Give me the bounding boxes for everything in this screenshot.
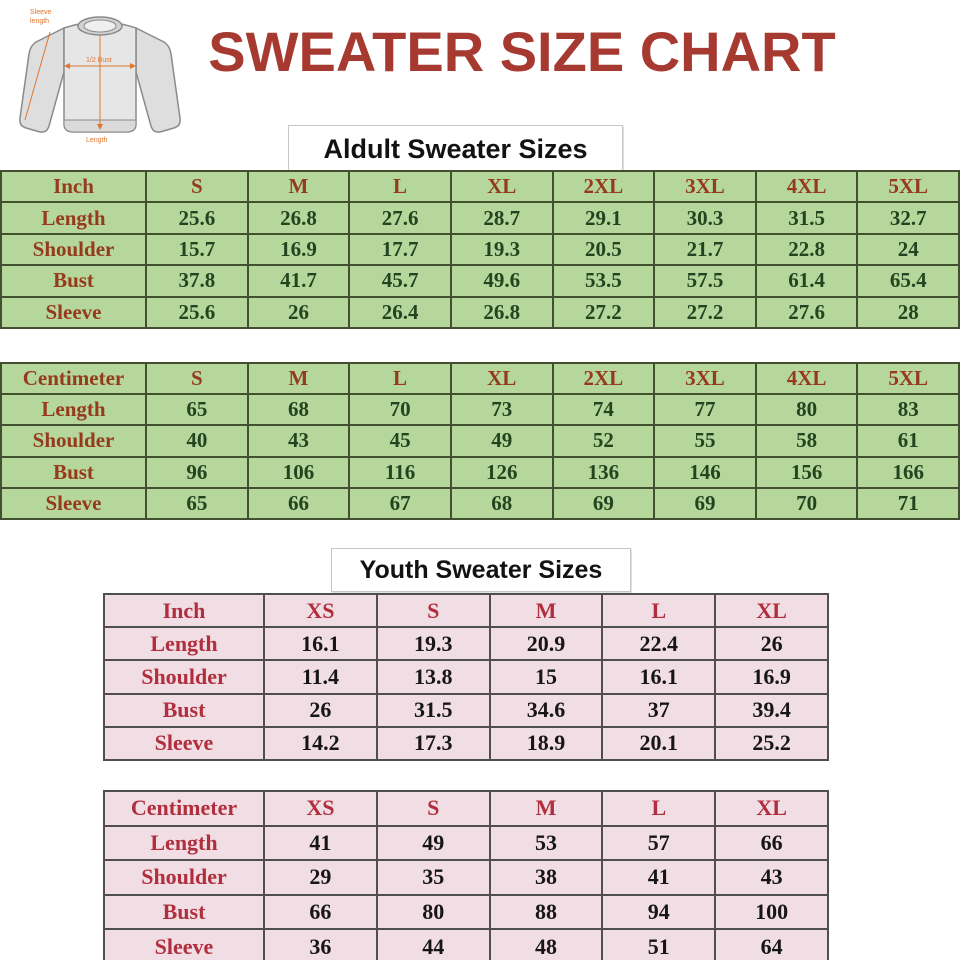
value-cell: 44	[377, 929, 490, 960]
measure-row	[1, 457, 959, 488]
measure-row	[104, 895, 828, 930]
size-header-cell: XS	[264, 791, 377, 826]
value-cell: 30.3	[654, 202, 756, 233]
value-cell: 22.4	[602, 627, 715, 660]
value-cell: 61.4	[756, 265, 858, 296]
size-header-cell: M	[490, 594, 603, 627]
value-cell: 16.1	[264, 627, 377, 660]
size-header-cell: 2XL	[553, 363, 655, 394]
value-cell: 26	[264, 694, 377, 727]
value-cell: 166	[857, 457, 959, 488]
row-label-cell: Length	[104, 826, 264, 861]
value-cell: 70	[756, 488, 858, 519]
page-title: SWEATER SIZE CHART	[208, 19, 836, 83]
size-header-cell: XS	[264, 594, 377, 627]
measure-row	[104, 860, 828, 895]
row-label-cell: Sleeve	[104, 929, 264, 960]
value-cell: 20.9	[490, 627, 603, 660]
youth-centimeter	[103, 790, 829, 960]
row-label-cell: Bust	[1, 457, 146, 488]
value-cell: 36	[264, 929, 377, 960]
measure-row	[1, 234, 959, 265]
size-header-cell: L	[349, 171, 451, 202]
value-cell: 96	[146, 457, 248, 488]
size-header-cell: S	[377, 594, 490, 627]
value-cell: 156	[756, 457, 858, 488]
value-cell: 29.1	[553, 202, 655, 233]
size-header-cell: L	[349, 363, 451, 394]
value-cell: 28	[857, 297, 959, 328]
measure-row	[1, 202, 959, 233]
value-cell: 29	[264, 860, 377, 895]
size-header-cell: M	[248, 171, 350, 202]
value-cell: 68	[451, 488, 553, 519]
sleeve-length-label2: length	[30, 18, 50, 25]
value-cell: 16.1	[602, 660, 715, 693]
length-label: Length	[86, 137, 108, 144]
value-cell: 18.9	[490, 727, 603, 760]
row-label-cell: Sleeve	[1, 297, 146, 328]
value-cell: 20.5	[553, 234, 655, 265]
value-cell: 14.2	[264, 727, 377, 760]
value-cell: 41	[264, 826, 377, 861]
value-cell: 11.4	[264, 660, 377, 693]
value-cell: 38	[490, 860, 603, 895]
size-header-cell: 5XL	[857, 171, 959, 202]
value-cell: 26.4	[349, 297, 451, 328]
adult-inch-table	[0, 170, 960, 329]
adult-centimeter	[0, 362, 960, 520]
value-cell: 40	[146, 425, 248, 456]
value-cell: 27.2	[654, 297, 756, 328]
value-cell: 55	[654, 425, 756, 456]
size-header-cell: 5XL	[857, 363, 959, 394]
value-cell: 48	[490, 929, 603, 960]
row-label-cell: Shoulder	[1, 425, 146, 456]
value-cell: 83	[857, 394, 959, 425]
measure-row	[104, 826, 828, 861]
header-row	[104, 594, 828, 627]
value-cell: 27.6	[349, 202, 451, 233]
value-cell: 68	[248, 394, 350, 425]
youth-inch	[103, 593, 829, 761]
value-cell: 15	[490, 660, 603, 693]
measure-row	[104, 694, 828, 727]
value-cell: 26.8	[451, 297, 553, 328]
value-cell: 43	[248, 425, 350, 456]
row-label-cell: Sleeve	[104, 727, 264, 760]
value-cell: 69	[654, 488, 756, 519]
value-cell: 41.7	[248, 265, 350, 296]
value-cell: 66	[248, 488, 350, 519]
value-cell: 41	[602, 860, 715, 895]
size-header-cell: XL	[451, 171, 553, 202]
value-cell: 116	[349, 457, 451, 488]
measure-row	[104, 727, 828, 760]
value-cell: 88	[490, 895, 603, 930]
size-header-cell: M	[248, 363, 350, 394]
value-cell: 80	[377, 895, 490, 930]
value-cell: 57	[602, 826, 715, 861]
size-header-cell: 4XL	[756, 363, 858, 394]
row-label-cell: Shoulder	[104, 860, 264, 895]
value-cell: 28.7	[451, 202, 553, 233]
measure-row	[104, 660, 828, 693]
adult-inch	[0, 170, 960, 329]
row-label-cell: Length	[1, 394, 146, 425]
value-cell: 32.7	[857, 202, 959, 233]
value-cell: 73	[451, 394, 553, 425]
value-cell: 61	[857, 425, 959, 456]
value-cell: 26	[715, 627, 828, 660]
row-label-cell: Sleeve	[1, 488, 146, 519]
value-cell: 17.7	[349, 234, 451, 265]
value-cell: 16.9	[248, 234, 350, 265]
row-label-cell: Shoulder	[104, 660, 264, 693]
sweater-diagram	[12, 2, 188, 154]
value-cell: 49.6	[451, 265, 553, 296]
value-cell: 15.7	[146, 234, 248, 265]
size-header-cell: M	[490, 791, 603, 826]
value-cell: 24	[857, 234, 959, 265]
value-cell: 66	[264, 895, 377, 930]
value-cell: 49	[377, 826, 490, 861]
value-cell: 25.2	[715, 727, 828, 760]
value-cell: 17.3	[377, 727, 490, 760]
value-cell: 58	[756, 425, 858, 456]
unit-header-cell: Inch	[104, 594, 264, 627]
row-label-cell: Bust	[1, 265, 146, 296]
header-row	[104, 791, 828, 826]
header-row	[1, 171, 959, 202]
measure-row	[1, 394, 959, 425]
measure-row	[1, 488, 959, 519]
measure-row	[104, 627, 828, 660]
value-cell: 37.8	[146, 265, 248, 296]
value-cell: 25.6	[146, 202, 248, 233]
size-header-cell: 2XL	[553, 171, 655, 202]
value-cell: 34.6	[490, 694, 603, 727]
measure-row	[1, 425, 959, 456]
value-cell: 67	[349, 488, 451, 519]
adult-section-heading: Aldult Sweater Sizes	[288, 125, 623, 174]
value-cell: 26	[248, 297, 350, 328]
youth-section-heading: Youth Sweater Sizes	[331, 548, 631, 592]
size-header-cell: L	[602, 594, 715, 627]
value-cell: 65	[146, 394, 248, 425]
size-header-cell: XL	[715, 791, 828, 826]
value-cell: 74	[553, 394, 655, 425]
size-header-cell: S	[146, 171, 248, 202]
value-cell: 69	[553, 488, 655, 519]
size-header-cell: 4XL	[756, 171, 858, 202]
value-cell: 45	[349, 425, 451, 456]
size-header-cell: 3XL	[654, 171, 756, 202]
value-cell: 70	[349, 394, 451, 425]
unit-header-cell: Centimeter	[1, 363, 146, 394]
value-cell: 19.3	[377, 627, 490, 660]
value-cell: 27.2	[553, 297, 655, 328]
sleeve-length-label: Sleeve	[30, 9, 52, 16]
value-cell: 65.4	[857, 265, 959, 296]
value-cell: 65	[146, 488, 248, 519]
row-label-cell: Length	[104, 627, 264, 660]
value-cell: 71	[857, 488, 959, 519]
measure-row	[1, 265, 959, 296]
value-cell: 136	[553, 457, 655, 488]
size-header-cell: S	[377, 791, 490, 826]
value-cell: 39.4	[715, 694, 828, 727]
value-cell: 31.5	[756, 202, 858, 233]
value-cell: 16.9	[715, 660, 828, 693]
value-cell: 37	[602, 694, 715, 727]
sweater-collar-inner	[84, 20, 116, 32]
row-label-cell: Bust	[104, 895, 264, 930]
value-cell: 22.8	[756, 234, 858, 265]
value-cell: 51	[602, 929, 715, 960]
value-cell: 43	[715, 860, 828, 895]
value-cell: 27.6	[756, 297, 858, 328]
value-cell: 106	[248, 457, 350, 488]
size-header-cell: L	[602, 791, 715, 826]
value-cell: 13.8	[377, 660, 490, 693]
sweater-right-sleeve	[136, 28, 180, 132]
unit-header-cell: Centimeter	[104, 791, 264, 826]
size-header-cell: XL	[451, 363, 553, 394]
value-cell: 100	[715, 895, 828, 930]
value-cell: 64	[715, 929, 828, 960]
header-row	[1, 363, 959, 394]
value-cell: 52	[553, 425, 655, 456]
value-cell: 35	[377, 860, 490, 895]
value-cell: 53	[490, 826, 603, 861]
value-cell: 19.3	[451, 234, 553, 265]
unit-header-cell: Inch	[1, 171, 146, 202]
value-cell: 25.6	[146, 297, 248, 328]
value-cell: 31.5	[377, 694, 490, 727]
value-cell: 45.7	[349, 265, 451, 296]
value-cell: 20.1	[602, 727, 715, 760]
row-label-cell: Length	[1, 202, 146, 233]
value-cell: 26.8	[248, 202, 350, 233]
measure-row	[1, 297, 959, 328]
value-cell: 94	[602, 895, 715, 930]
measure-row	[104, 929, 828, 960]
youth-inch-table	[103, 593, 829, 761]
row-label-cell: Shoulder	[1, 234, 146, 265]
size-header-cell: 3XL	[654, 363, 756, 394]
row-label-cell: Bust	[104, 694, 264, 727]
value-cell: 57.5	[654, 265, 756, 296]
size-header-cell: XL	[715, 594, 828, 627]
value-cell: 66	[715, 826, 828, 861]
value-cell: 53.5	[553, 265, 655, 296]
value-cell: 77	[654, 394, 756, 425]
value-cell: 126	[451, 457, 553, 488]
half-bust-label: 1/2 Bust	[86, 57, 112, 64]
size-header-cell: S	[146, 363, 248, 394]
value-cell: 146	[654, 457, 756, 488]
value-cell: 80	[756, 394, 858, 425]
adult-centimeter-table	[0, 362, 960, 520]
value-cell: 49	[451, 425, 553, 456]
value-cell: 21.7	[654, 234, 756, 265]
youth-centimeter-table	[103, 790, 829, 960]
